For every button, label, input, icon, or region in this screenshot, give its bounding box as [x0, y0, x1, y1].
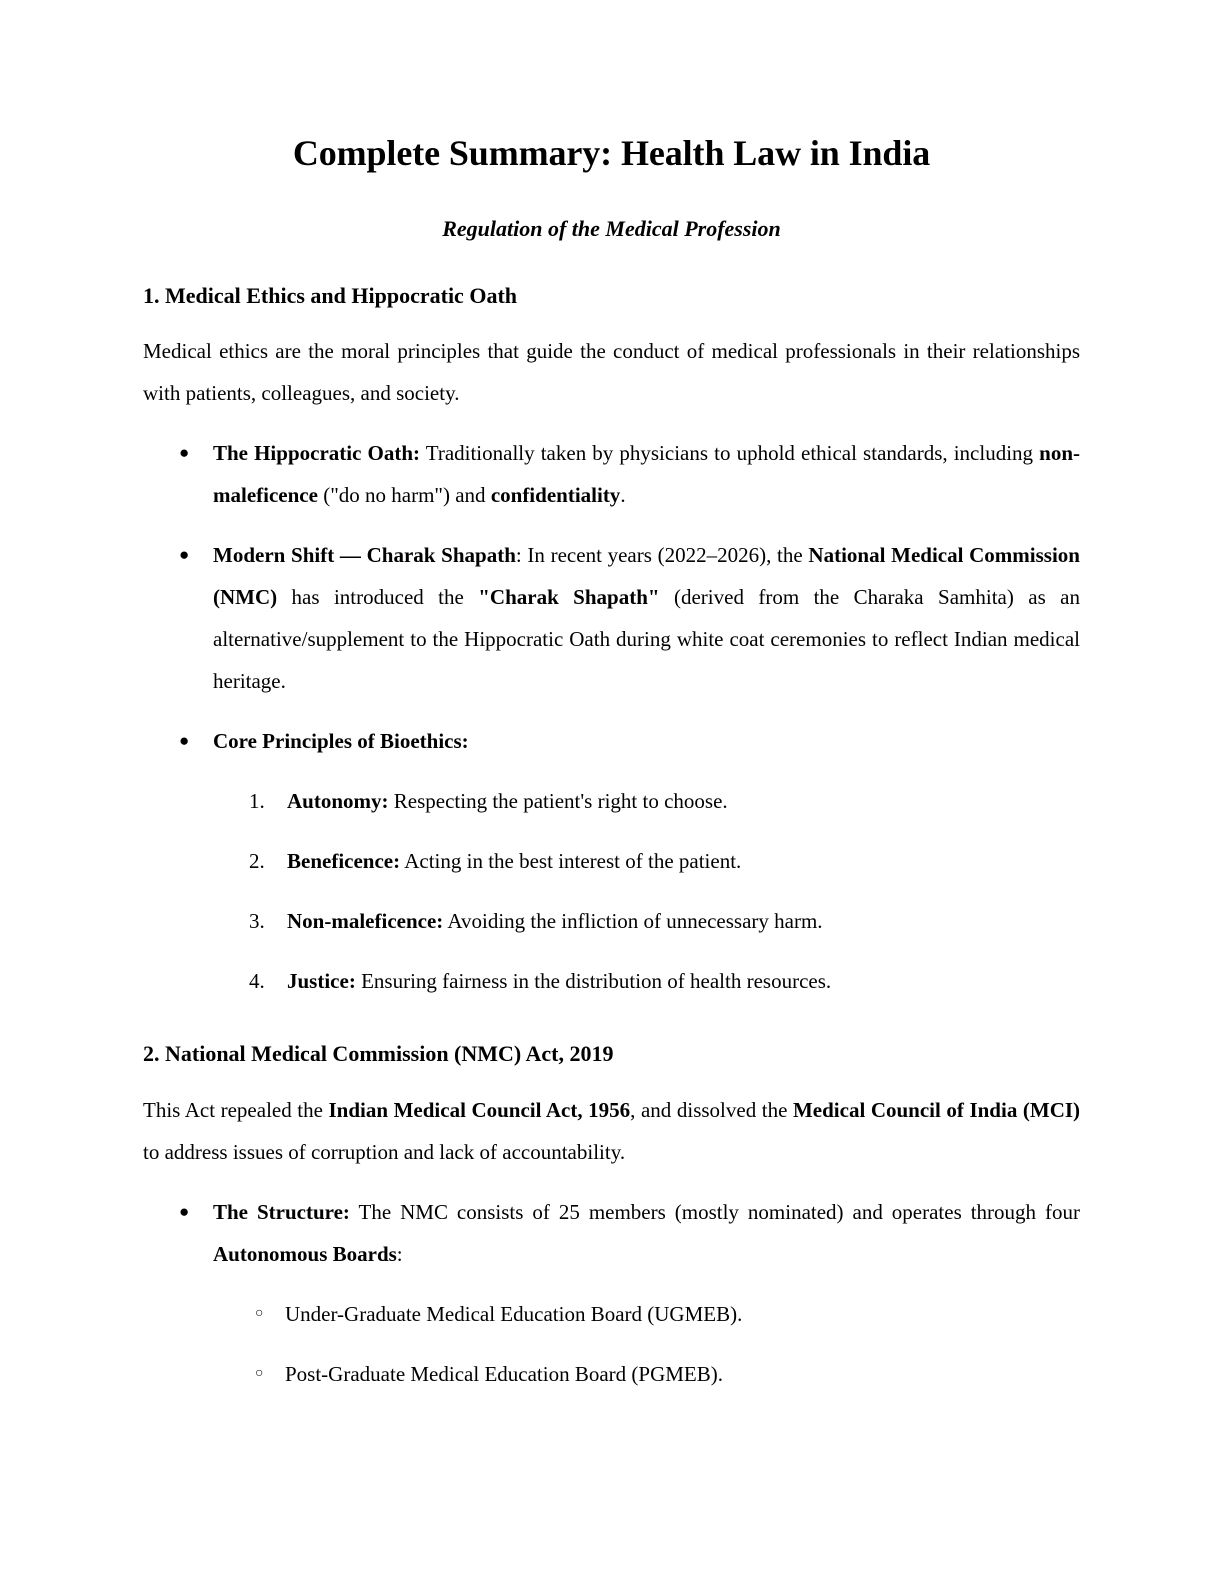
- list-item: [143, 1191, 1080, 1275]
- list-item-lead: Autonomy:: [287, 789, 389, 814]
- list-item-text: ("do no harm") and: [317, 483, 491, 508]
- list-item-emphasis: confidentiality: [490, 483, 621, 508]
- list-item-text: Post-Graduate Medical Education Board (PGMEB).: [285, 1362, 723, 1387]
- list-number: 3.: [249, 909, 265, 934]
- paragraph-text: , and dissolved the: [630, 1098, 793, 1123]
- section-1-bullet-list: [143, 432, 1080, 762]
- list-item-text: Ensuring fairness in the distribution of health resources.: [355, 969, 832, 994]
- paragraph-emphasis: Medical Council of India (MCI): [792, 1098, 1081, 1123]
- hollow-circle-marker-icon: ○: [255, 1306, 264, 1322]
- section-heading-2: 2. National Medical Commission (NMC) Act, 2019: [143, 1041, 614, 1067]
- list-item-text: .: [620, 483, 626, 508]
- list-item: [143, 534, 1080, 702]
- list-number: 1.: [249, 789, 265, 814]
- page-subtitle: Regulation of the Medical Profession: [442, 216, 781, 242]
- bullet-marker-icon: ●: [179, 545, 190, 565]
- list-item-emphasis: "Charak Shapath": [478, 585, 660, 610]
- list-item-text: The NMC consists of 25 members (mostly nominated) and operates through four: [349, 1200, 1080, 1225]
- bullet-marker-icon: ●: [179, 731, 190, 751]
- list-item-emphasis: non-maleficence: [213, 441, 1080, 508]
- bullet-marker-icon: ●: [179, 1202, 190, 1222]
- list-item: [143, 1293, 1080, 1335]
- list-item-emphasis: Autonomous Boards: [213, 1242, 397, 1267]
- list-item-emphasis: National Medical Commission (NMC): [213, 543, 1080, 610]
- list-item: [143, 780, 1080, 822]
- section-1-intro-paragraph: Medical ethics are the moral principles that guide the conduct of medical professionals in their relationships with patients, colleagues, and society.: [143, 339, 1080, 406]
- list-item-text: Traditionally taken by physicians to uphold ethical standards, including: [420, 441, 1040, 466]
- list-item-lead: Modern Shift — Charak Shapath: [213, 543, 516, 568]
- list-item-text: : In recent years (2022–2026), the: [515, 543, 809, 568]
- section-2-intro-paragraph: [143, 1069, 1080, 1173]
- list-item-text: Acting in the best interest of the patient.: [400, 849, 742, 874]
- list-item-lead: The Hippocratic Oath:: [213, 441, 421, 466]
- list-item: [143, 432, 1080, 516]
- list-item: [143, 900, 1080, 942]
- list-item: [143, 1353, 1080, 1395]
- list-item-text: Under-Graduate Medical Education Board (UGMEB).: [285, 1302, 743, 1327]
- hollow-circle-marker-icon: ○: [255, 1366, 264, 1382]
- autonomous-boards-list: [143, 1293, 1080, 1395]
- list-number: 4.: [249, 969, 265, 994]
- list-item-text: has introduced the: [277, 585, 479, 610]
- section-2-bullet-list: [143, 1191, 1080, 1275]
- paragraph-text: This Act repealed the: [143, 1098, 329, 1123]
- page-title: Complete Summary: Health Law in India: [292, 133, 931, 173]
- list-item-lead: Beneficence:: [287, 849, 401, 874]
- list-item-lead: Core Principles of Bioethics:: [213, 729, 469, 754]
- core-principles-numbered-list: [143, 780, 1080, 1002]
- list-item-lead: The Structure:: [213, 1200, 350, 1225]
- list-item-text: Avoiding the infliction of unnecessary harm.: [443, 909, 823, 934]
- list-item: [143, 720, 1080, 762]
- list-number: 2.: [249, 849, 265, 874]
- section-heading-1: 1. Medical Ethics and Hippocratic Oath: [143, 282, 517, 308]
- paragraph-text: to address issues of corruption and lack of accountability.: [143, 1140, 626, 1165]
- list-item: [143, 840, 1080, 882]
- list-item: [143, 960, 1080, 1002]
- document-content: [143, 0, 1080, 1395]
- list-item-text: Respecting the patient's right to choose.: [388, 789, 728, 814]
- paragraph-emphasis: Indian Medical Council Act, 1956: [328, 1098, 631, 1123]
- list-item-text: :: [396, 1242, 403, 1267]
- bullet-marker-icon: ●: [179, 443, 190, 463]
- list-item-lead: Non-maleficence:: [287, 909, 444, 934]
- list-item-text: (derived from the Charaka Samhita) as an alternative/supplement to the Hippocratic Oath during white coat ceremonies to reflect Indian medical heritage.: [213, 585, 1081, 694]
- list-item-lead: Justice:: [287, 969, 356, 994]
